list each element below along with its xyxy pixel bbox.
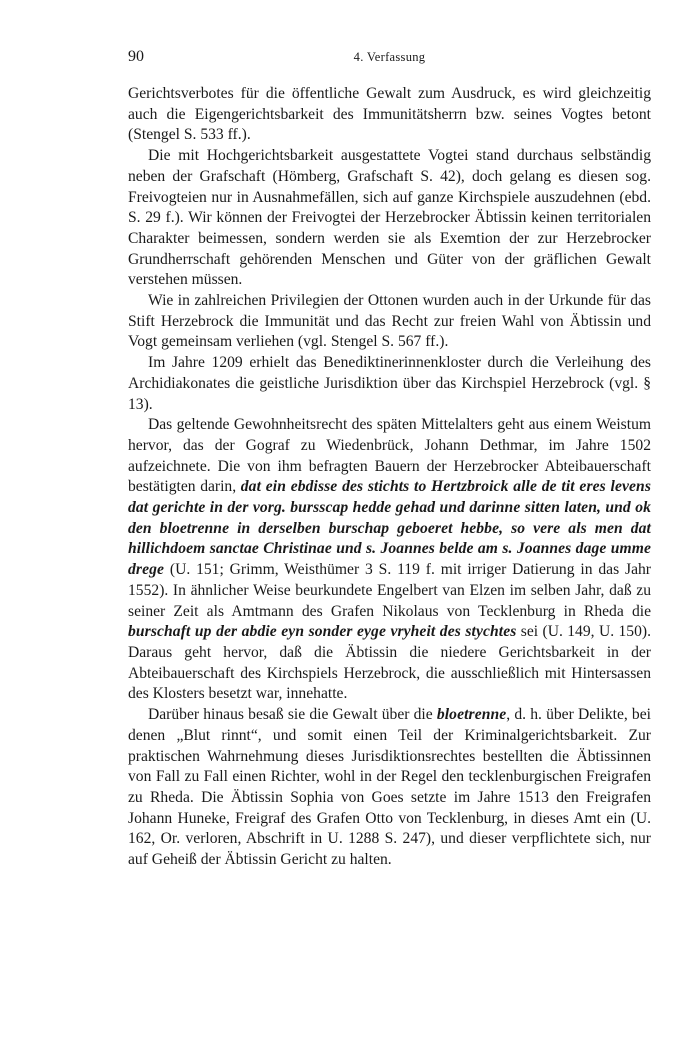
text-run: Darüber hinaus besaß sie die Gewalt über die — [148, 706, 437, 724]
paragraph — [128, 84, 651, 146]
text-run: Im Jahre 1209 erhielt das Benediktinerinnenkloster durch die Verleihung des Archidiakonates die geistliche Jurisdiktion über das Kirchspiel Herzebrock (vgl. § 13). — [128, 354, 651, 413]
text-run: (U. 151; Grimm, Weisthümer 3 S. 119 f. mit irriger Datierung in das Jahr 1552). In ähnlicher Weise beurkundete Engelbert van Elzen im selben Jahr, daß zu seiner Zeit als Amtmann des Grafen Nikolaus von Tecklenburg in Rheda die — [128, 561, 651, 620]
paragraph — [128, 291, 651, 353]
text-run: Die mit Hochgerichtsbarkeit ausgestattete Vogtei stand durchaus selbständig neben der Grafschaft (Hömberg, Grafschaft S. 42), doch gelang es diesen sog. Freivogteien nur in Ausnahmefällen, sich auf ganze Kirchspiele auszudehnen (ebd. S. 29 f.). Wir können der Freivogtei der Herzebrocker Äbtissin keinen territorialen Charakter beimessen, sondern werden sie als Exemtion der zur Herzebrocker Grundherrschaft gehörenden Menschen und Güter von der gräflichen Gewalt verstehen müssen. — [128, 147, 651, 289]
text-run: Das geltende Gewohnheitsrecht des späten Mittelalters geht aus einem Weistum hervor, das der Gograf zu Wiedenbrück, Johann Dethmar, im Jahre 1502 aufzeichnete. Die von ihm befragten Bauern der Herzebrocker Abteibauerschaft bestätigten darin, — [128, 416, 651, 496]
page-header — [128, 48, 651, 72]
quotation-text: dat ein ebdisse des stichts to Hertzbroick alle de tit eres levens dat gerichte in der vorg. bursscap hedde gehad und darinne sitten laten, und ok den bloetrenne in derselben burschap geboeret hebbe, so vere als men dat hillichdoem sanctae Christinae und s. Joannes belde am s. Joannes dage umme drege — [128, 478, 651, 579]
page-number: 90 — [128, 48, 144, 65]
text-run: , d. h. über Delikte, bei denen „Blut rinnt“, und somit einen Teil der Kriminalgerichtsbarkeit. Zur praktischen Wahrnehmung dieses Jurisdiktionsrechtes bestellten die Äbtissinnen von Fall zu Fall einen Richter, wohl in der Regel den tecklenburgischen Freigrafen zu Rheda. Die Äbtissin Sophia von Goes setzte im Jahre 1513 den Freigrafen Johann Huneke, Freigraf des Grafen Otto von Tecklenburg, in dieses Amt ein (U. 162, Or. verloren, Abschrift in U. 1288 S. 247), und dieser verpflichtete sich, nur auf Geheiß der Äbtissin Gericht zu halten. — [128, 706, 651, 869]
body-text — [128, 84, 651, 871]
quotation-text: burschaft up der abdie eyn sonder eyge vryheit des stychtes — [128, 623, 517, 641]
paragraph — [128, 705, 651, 871]
paragraph — [128, 146, 651, 291]
text-run: Wie in zahlreichen Privilegien der Ottonen wurden auch in der Urkunde für das Stift Herzebrock die Immunität und das Recht zur freien Wahl von Äbtissin und Vogt gemeinsam verliehen (vgl. Stengel S. 567 ff.). — [128, 292, 651, 351]
running-title: 4. Verfassung — [353, 50, 426, 64]
text-run: Gerichtsverbotes für die öffentliche Gewalt zum Ausdruck, es wird gleichzeitig auch die Eigengerichtsbarkeit des Immunitätsherrn bzw. seines Vogtes betont (Stengel S. 533 ff.). — [128, 85, 651, 144]
paragraph — [128, 353, 651, 415]
text-run: sei (U. 149, U. 150). Daraus geht hervor, daß die Äbtissin die niedere Gerichtsbarkeit in der Abteibauerschaft des Kirchspiels Herzebrock, die ausschließlich mit Hintersassen des Klosters besetzt war, innehatte. — [128, 623, 651, 703]
paragraph — [128, 415, 651, 705]
quotation-text: bloetrenne — [436, 706, 507, 724]
